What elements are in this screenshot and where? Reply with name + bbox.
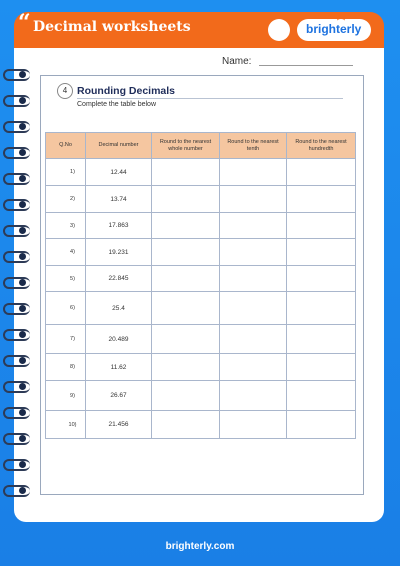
question-number: 10) bbox=[46, 411, 86, 439]
answer-whole-cell[interactable] bbox=[152, 381, 220, 411]
question-number: 1) bbox=[46, 159, 86, 186]
question-number: 6) bbox=[46, 292, 86, 325]
ring-loop bbox=[3, 277, 30, 289]
answer-whole-cell[interactable] bbox=[152, 266, 220, 292]
circle-decoration bbox=[268, 19, 290, 41]
answer-whole-cell[interactable] bbox=[152, 186, 220, 213]
answer-whole-cell[interactable] bbox=[152, 411, 220, 439]
ring-loop bbox=[3, 199, 30, 211]
answer-hundredth-cell[interactable] bbox=[287, 354, 356, 381]
answer-tenth-cell[interactable] bbox=[220, 266, 287, 292]
answer-whole-cell[interactable] bbox=[152, 239, 220, 266]
instruction-text: Complete the table below bbox=[77, 101, 156, 108]
spiral-ring bbox=[3, 146, 33, 158]
answer-whole-cell[interactable] bbox=[152, 159, 220, 186]
question-number: 2) bbox=[46, 186, 86, 213]
name-field-line[interactable] bbox=[259, 65, 353, 66]
ring-loop bbox=[3, 329, 30, 341]
answer-tenth-cell[interactable] bbox=[220, 213, 287, 239]
spiral-ring bbox=[3, 458, 33, 470]
answer-hundredth-cell[interactable] bbox=[287, 381, 356, 411]
header-qno: Q.No bbox=[46, 133, 86, 159]
table-row bbox=[46, 411, 356, 439]
quote-icon: “ bbox=[18, 10, 31, 36]
spiral-ring bbox=[3, 484, 33, 496]
spiral-ring bbox=[3, 172, 33, 184]
question-number: 7) bbox=[46, 325, 86, 354]
answer-tenth-cell[interactable] bbox=[220, 381, 287, 411]
spiral-ring bbox=[3, 406, 33, 418]
spiral-ring bbox=[3, 380, 33, 392]
table-row bbox=[46, 266, 356, 292]
ring-loop bbox=[3, 225, 30, 237]
decimal-value: 19.231 bbox=[86, 239, 152, 266]
answer-tenth-cell[interactable] bbox=[220, 411, 287, 439]
spiral-ring bbox=[3, 224, 33, 236]
brand-logo-text: brighterly bbox=[306, 22, 362, 36]
decimal-value: 20.489 bbox=[86, 325, 152, 354]
decimal-value: 17.863 bbox=[86, 213, 152, 239]
decimal-value: 13.74 bbox=[86, 186, 152, 213]
question-number: 3) bbox=[46, 213, 86, 239]
header-decimal-number: Decimal number bbox=[86, 133, 152, 159]
ring-loop bbox=[3, 251, 30, 263]
answer-whole-cell[interactable] bbox=[152, 325, 220, 354]
answer-tenth-cell[interactable] bbox=[220, 159, 287, 186]
spiral-ring bbox=[3, 198, 33, 210]
answer-tenth-cell[interactable] bbox=[220, 354, 287, 381]
spiral-ring bbox=[3, 354, 33, 366]
answer-hundredth-cell[interactable] bbox=[287, 325, 356, 354]
answer-tenth-cell[interactable] bbox=[220, 186, 287, 213]
spiral-ring bbox=[3, 302, 33, 314]
spiral-ring bbox=[3, 94, 33, 106]
decimal-value: 26.67 bbox=[86, 381, 152, 411]
footer-url: brighterly.com bbox=[165, 541, 235, 552]
spiral-ring bbox=[3, 432, 33, 444]
answer-hundredth-cell[interactable] bbox=[287, 411, 356, 439]
answer-hundredth-cell[interactable] bbox=[287, 159, 356, 186]
ring-loop bbox=[3, 95, 30, 107]
title-divider bbox=[77, 98, 343, 99]
decimal-value: 25.4 bbox=[86, 292, 152, 325]
rounding-table bbox=[45, 132, 356, 439]
header-round-tenth: Round to the nearest tenth bbox=[220, 133, 287, 159]
ring-loop bbox=[3, 147, 30, 159]
table-row bbox=[46, 213, 356, 239]
section-title: Rounding Decimals bbox=[77, 85, 176, 97]
question-number: 5) bbox=[46, 266, 86, 292]
spiral-ring bbox=[3, 276, 33, 288]
decimal-value: 22.845 bbox=[86, 266, 152, 292]
answer-whole-cell[interactable] bbox=[152, 213, 220, 239]
header-round-whole: Round to the nearest whole number bbox=[152, 133, 220, 159]
ring-loop bbox=[3, 381, 30, 393]
header-round-hundredth: Round to the nearest hundredth bbox=[287, 133, 356, 159]
table-header-row bbox=[46, 133, 356, 159]
ring-loop bbox=[3, 121, 30, 133]
ring-loop bbox=[3, 69, 30, 81]
answer-tenth-cell[interactable] bbox=[220, 292, 287, 325]
spiral-ring bbox=[3, 120, 33, 132]
answer-hundredth-cell[interactable] bbox=[287, 213, 356, 239]
ring-loop bbox=[3, 303, 30, 315]
ring-loop bbox=[3, 407, 30, 419]
ring-loop bbox=[3, 173, 30, 185]
ring-loop bbox=[3, 433, 30, 445]
decimal-value: 12.44 bbox=[86, 159, 152, 186]
answer-hundredth-cell[interactable] bbox=[287, 239, 356, 266]
table-row bbox=[46, 325, 356, 354]
answer-tenth-cell[interactable] bbox=[220, 325, 287, 354]
table-row bbox=[46, 239, 356, 266]
question-number: 4) bbox=[46, 239, 86, 266]
table-row bbox=[46, 292, 356, 325]
decimal-value: 11.62 bbox=[86, 354, 152, 381]
answer-whole-cell[interactable] bbox=[152, 292, 220, 325]
ring-loop bbox=[3, 459, 30, 471]
answer-hundredth-cell[interactable] bbox=[287, 186, 356, 213]
table-row bbox=[46, 381, 356, 411]
spiral-ring bbox=[3, 250, 33, 262]
decimal-value: 21.456 bbox=[86, 411, 152, 439]
answer-hundredth-cell[interactable] bbox=[287, 266, 356, 292]
question-number: 9) bbox=[46, 381, 86, 411]
spiral-ring bbox=[3, 328, 33, 340]
table-row bbox=[46, 354, 356, 381]
spiral-ring bbox=[3, 68, 33, 80]
question-number: 8) bbox=[46, 354, 86, 381]
answer-hundredth-cell[interactable] bbox=[287, 292, 356, 325]
table-row bbox=[46, 159, 356, 186]
section-number: 4 bbox=[57, 83, 73, 99]
ring-loop bbox=[3, 355, 30, 367]
answer-whole-cell[interactable] bbox=[152, 354, 220, 381]
ring-loop bbox=[3, 485, 30, 497]
table-row bbox=[46, 186, 356, 213]
worksheet-title: Decimal worksheets bbox=[33, 19, 191, 35]
answer-tenth-cell[interactable] bbox=[220, 239, 287, 266]
name-label: Name: bbox=[222, 56, 252, 67]
